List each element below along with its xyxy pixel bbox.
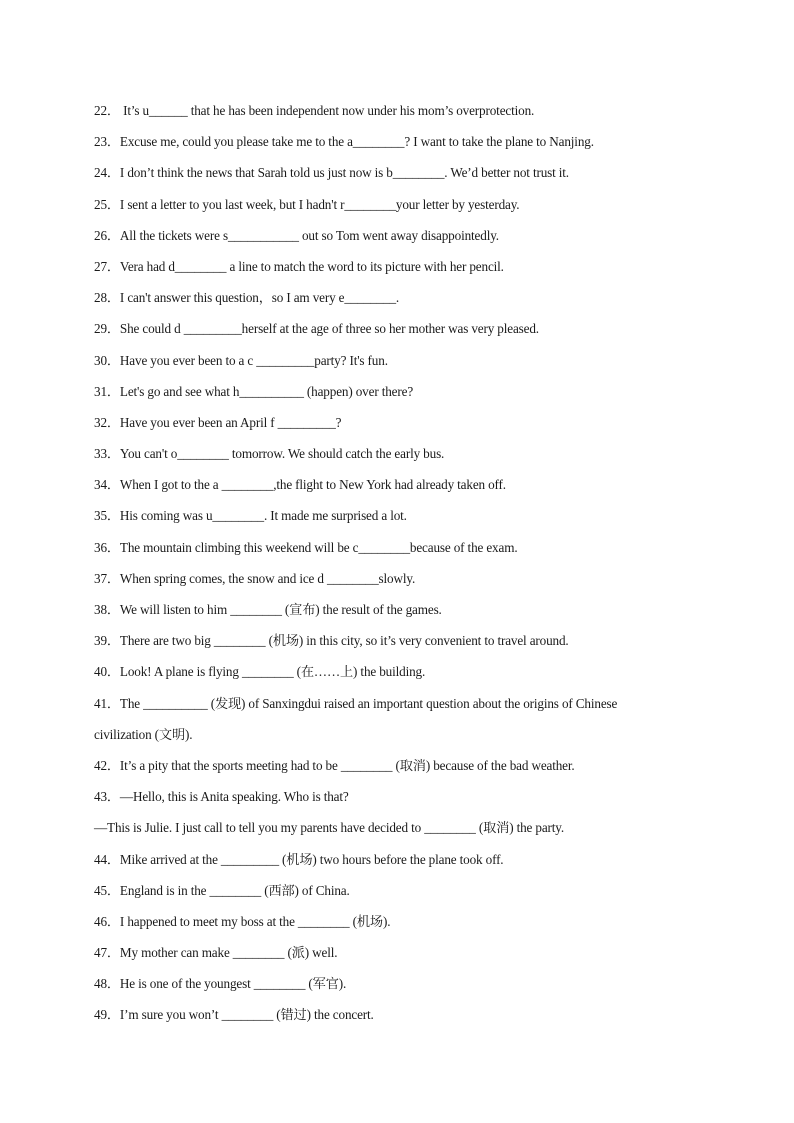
question-32: 32．Have you ever been an April f _________? (94, 414, 342, 430)
question-43-reply: —This is Julie. I just call to tell you my parents have decided to ________ (取消) the party. (94, 820, 565, 836)
question-34: 34．When I got to the a ________,the flight to New York had already taken off. (94, 477, 506, 493)
question-36: 36．The mountain climbing this weekend will be c________because of the exam. (94, 539, 518, 555)
question-29: 29．She could d _________herself at the age of three so her mother was very pleased. (94, 321, 539, 337)
question-35: 35．His coming was u________. It made me surprised a lot. (94, 508, 407, 524)
question-49: 49．I’m sure you won’t ________ (错过) the concert. (94, 1007, 374, 1023)
question-37: 37．When spring comes, the snow and ice d ________slowly. (94, 570, 416, 586)
exercise-list (94, 101, 734, 1037)
question-33: 33．You can't o________ tomorrow. We should catch the early bus. (94, 446, 445, 462)
question-28: 28．I can't answer this question，so I am very e________. (94, 290, 400, 306)
question-24: 24．I don’t think the news that Sarah told us just now is b________. We’d better not trust it. (94, 165, 569, 181)
question-38: 38．We will listen to him ________ (宣布) the result of the games. (94, 602, 442, 617)
question-22: 22． It’s u______ that he has been independent now under his mom’s overprotection. (94, 103, 535, 118)
question-40: 40．Look! A plane is flying ________ (在……上) the building. (94, 664, 426, 680)
question-25: 25．I sent a letter to you last week, but I hadn't r________your letter by yesterday. (94, 196, 520, 212)
question-41-continued: civilization (文明). (94, 726, 193, 742)
question-47: 47．My mother can make ________ (派) well. (94, 945, 338, 961)
question-30: 30．Have you ever been to a c _________party? It's fun. (94, 352, 388, 368)
question-42: 42．It’s a pity that the sports meeting had to be ________ (取消) because of the bad weather. (94, 757, 575, 773)
question-31: 31．Let's go and see what h__________ (happen) over there? (94, 383, 414, 399)
question-45: 45．England is in the ________ (西部) of China. (94, 882, 350, 898)
question-23: 23．Excuse me, could you please take me to the a________? I want to take the plane to Nanjing. (94, 134, 594, 150)
question-39: 39．There are two big ________ (机场) in this city, so it’s very convenient to travel around. (94, 633, 569, 649)
question-27: 27．Vera had d________ a line to match the word to its picture with her pencil. (94, 258, 504, 274)
question-26: 26．All the tickets were s___________ out so Tom went away disappointedly. (94, 227, 499, 243)
question-48: 48．He is one of the youngest ________ (军官). (94, 976, 347, 992)
question-43: 43．—Hello, this is Anita speaking. Who is that? (94, 789, 349, 805)
question-41: 41．The __________ (发现) of Sanxingdui raised an important question about the origins of Chinese (94, 695, 618, 711)
question-46: 46．I happened to meet my boss at the ________ (机场). (94, 913, 391, 929)
question-44: 44．Mike arrived at the _________ (机场) two hours before the plane took off. (94, 851, 504, 867)
